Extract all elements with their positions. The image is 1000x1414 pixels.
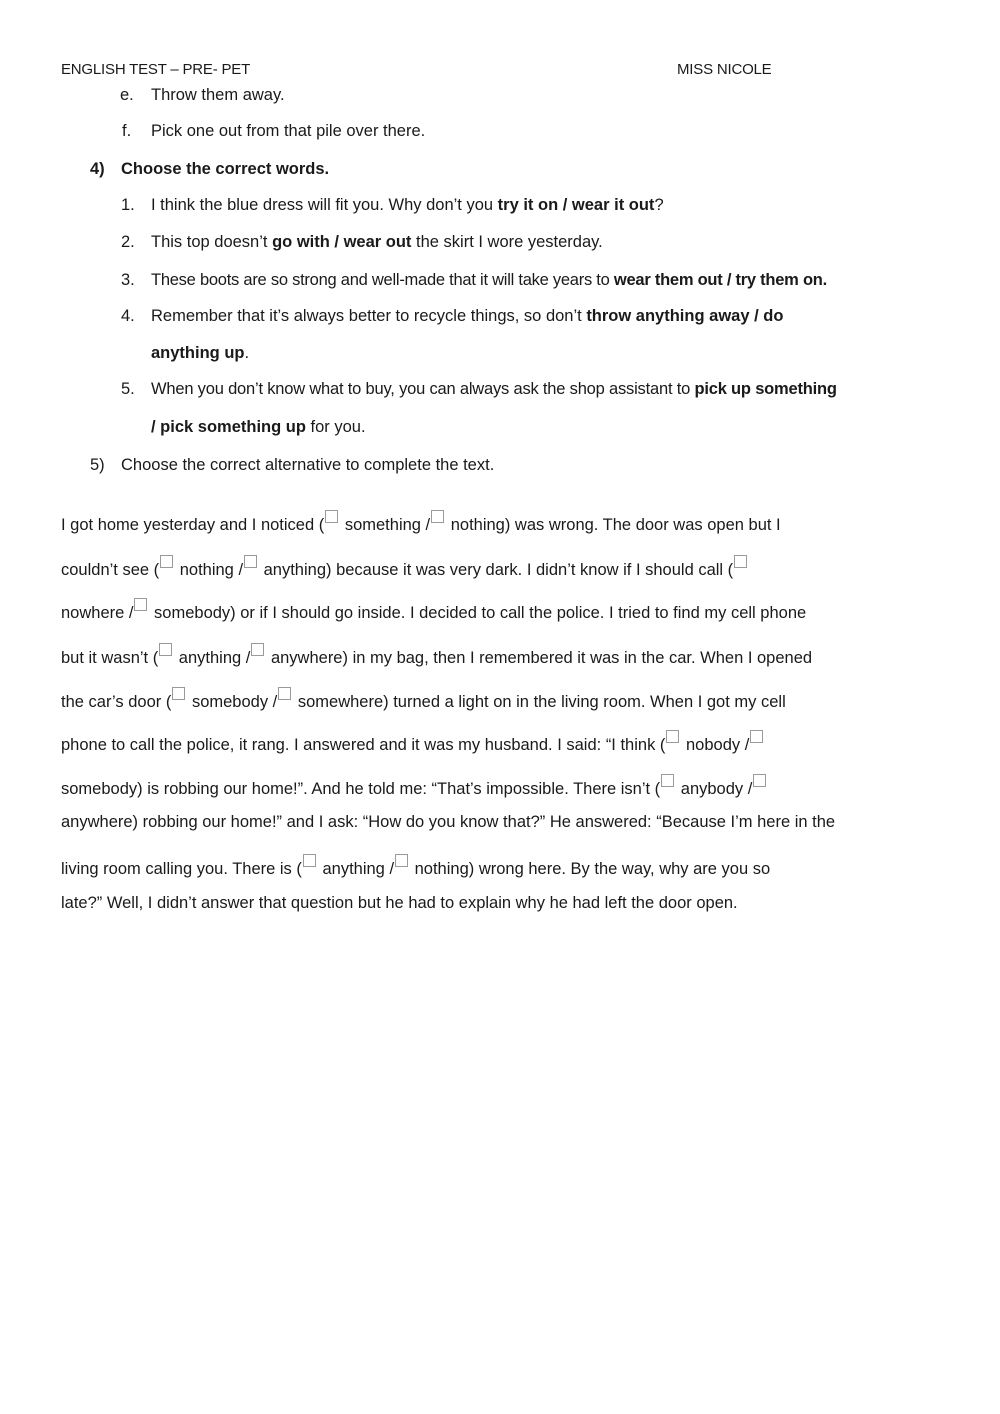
item-marker: 2. [121,233,135,251]
story-line: nowhere / somebody) or if I should go inside. I decided to call the police. I tried to find my cell phone [61,598,951,624]
checkbox[interactable] [750,730,763,743]
story-line: living room calling you. There is ( anything / nothing) wrong here. By the way, why are you so [61,854,951,880]
story-line: anywhere) robbing our home!” and I ask: “How do you know that?” He answered: “Because I’m here in the [61,813,836,831]
question-5 [121,378,837,400]
story-line: somebody) is robbing our home!”. And he told me: “That’s impossible. There isn’t ( anybody / [61,774,951,800]
answer-options[interactable]: try it on / wear it out [497,196,655,214]
list-item [120,84,285,106]
answer-options[interactable]: go with / wear out [272,233,412,251]
question-text: I think the blue dress will fit you. Why don’t you [151,196,498,214]
answer-options[interactable]: pick up something [694,380,837,398]
story-line: I got home yesterday and I noticed ( something / nothing) was wrong. The door was open but I [61,510,951,536]
question-text-end: ? [654,196,664,214]
checkbox[interactable] [251,643,264,656]
story-line: late?” Well, I didn’t answer that question but he had to explain why he had left the door open. [61,894,738,912]
checkbox[interactable] [666,730,679,743]
section-title: Choose the correct words. [121,160,330,178]
answer-options-continued[interactable]: anything up [151,344,245,362]
answer-options[interactable]: throw anything away / do [586,307,784,325]
item-marker: 4. [121,307,135,325]
question-text: Remember that it’s always better to recycle things, so don’t [151,307,587,325]
story-line: couldn’t see ( nothing / anything) because it was very dark. I didn’t know if I should call ( [61,555,951,581]
item-marker: e. [120,86,134,104]
checkbox[interactable] [395,854,408,867]
story-line: the car’s door ( somebody / somewhere) turned a light on in the living room. When I got my cell [61,687,951,713]
section-4-heading [90,158,330,180]
checkbox[interactable] [303,854,316,867]
question-4 [121,305,784,327]
question-text: When you don’t know what to buy, you can always ask the shop assistant to [151,380,695,398]
question-3 [121,269,827,291]
checkbox[interactable] [172,687,185,700]
checkbox[interactable] [753,774,766,787]
item-text: Throw them away. [151,86,285,104]
question-text-end: the skirt I wore yesterday. [411,233,603,251]
answer-options[interactable]: wear them out / try them on. [613,271,827,289]
story-line: but it wasn’t ( anything / anywhere) in my bag, then I remembered it was in the car. When I opened [61,643,951,669]
item-text: Pick one out from that pile over there. [151,122,426,140]
item-marker: 5. [121,380,135,398]
checkbox[interactable] [244,555,257,568]
question-text: These boots are so strong and well-made that it will take years to [151,271,614,289]
section-5-heading [90,454,495,476]
section-title: Choose the correct alternative to complete the text. [121,456,495,474]
item-marker: 3. [121,271,135,289]
header-left: ENGLISH TEST – PRE- PET [61,61,251,78]
checkbox[interactable] [278,687,291,700]
checkbox[interactable] [134,598,147,611]
checkbox[interactable] [160,555,173,568]
section-marker: 5) [90,456,105,474]
item-marker: 1. [121,196,135,214]
question-2 [121,231,603,253]
checkbox[interactable] [431,510,444,523]
checkbox[interactable] [734,555,747,568]
question-text-end: for you. [305,418,366,436]
question-text-end: . [244,344,250,362]
question-text: This top doesn’t [151,233,273,251]
item-marker: f. [122,122,132,140]
question-1 [121,194,664,216]
answer-options-continued[interactable]: / pick something up [151,418,306,436]
header-right: MISS NICOLE [677,61,772,78]
checkbox[interactable] [159,643,172,656]
question-5-continued [151,416,366,438]
section-marker: 4) [90,160,105,178]
list-item [122,120,426,142]
question-4-continued [151,342,249,364]
checkbox[interactable] [325,510,338,523]
checkbox[interactable] [661,774,674,787]
story-line: phone to call the police, it rang. I answered and it was my husband. I said: “I think ( nobody / [61,730,951,756]
